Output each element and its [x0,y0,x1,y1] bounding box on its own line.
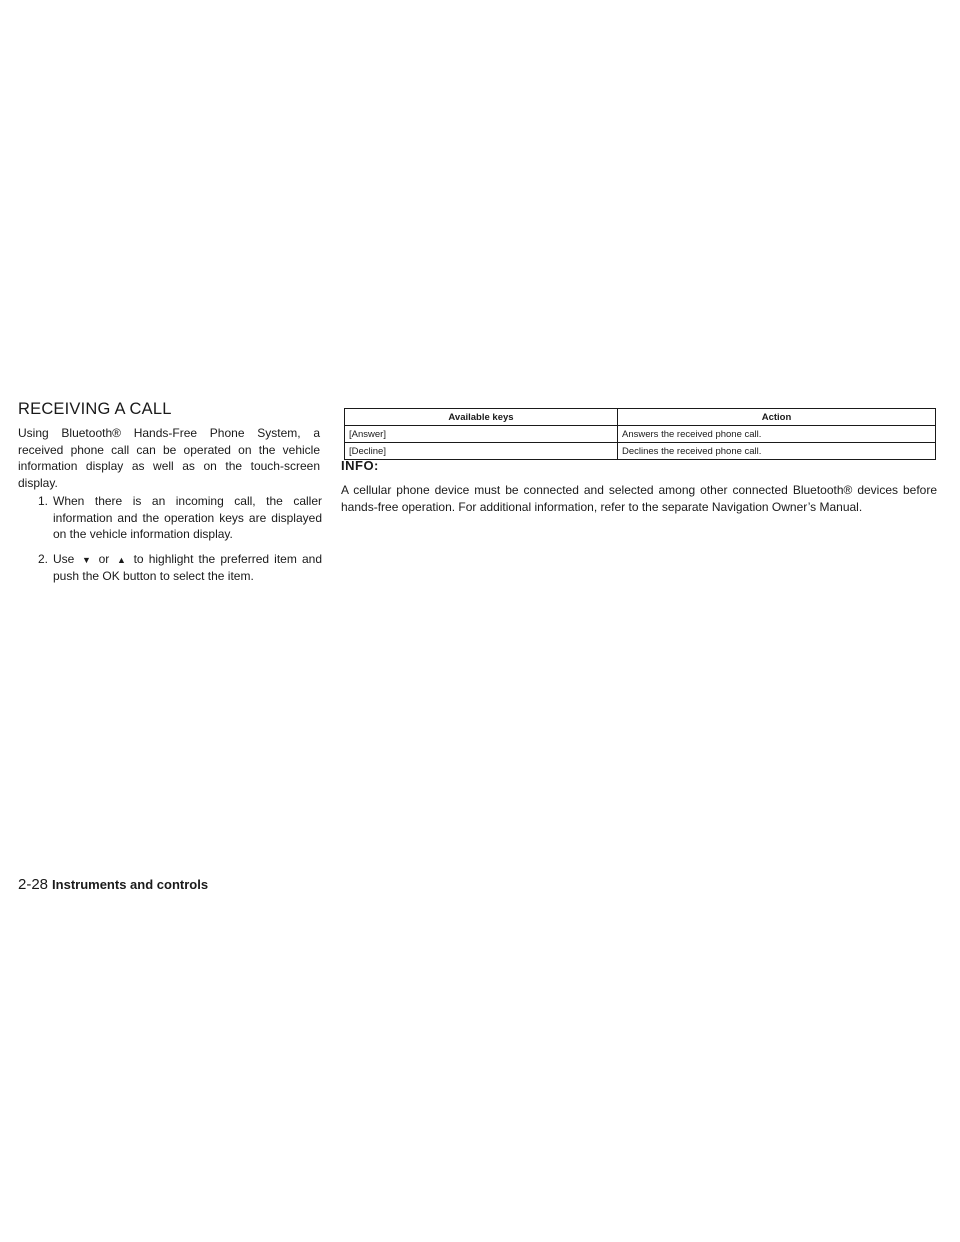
step-item [18,493,322,543]
step-suffix: to highlight the preferred item and push the OK button to select the item. [53,551,322,583]
steps-list [18,493,322,593]
step-number: 2. [37,551,48,566]
step-number: 1. [37,494,48,508]
step-text: When there is an incoming call, the caller information and the operation keys are displayed on the vehicle information display. [53,494,322,541]
table-header-row [345,409,936,426]
step-body [53,551,322,585]
step-connector: or [98,551,110,566]
page-footer [18,876,208,893]
arrow-down-icon: ▼ [82,554,91,565]
page-number: 2-28 [18,876,49,893]
table-cell-action: Answers the received phone call. [618,426,936,443]
footer-section-name: Instruments and controls [52,877,209,892]
column-header-action: Action [618,409,936,426]
section-heading: RECEIVING A CALL [18,400,172,418]
column-header-keys: Available keys [345,409,618,426]
info-text: A cellular phone device must be connected and selected among other connected Bluetooth® devices before hands-free operation. For additional information, refer to the separate Navigation Owner’s Manual. [341,483,937,514]
arrow-up-icon: ▲ [116,554,126,565]
step-prefix: Use [53,551,75,566]
table-cell-action: Declines the received phone call. [618,443,936,460]
step-item [18,551,322,585]
table-cell-key: [Decline] [345,443,618,460]
table-row [345,426,936,443]
table-row [345,443,936,460]
table-cell-key: [Answer] [345,426,618,443]
intro-paragraph: Using Bluetooth® Hands-Free Phone System, a received phone call can be operated on the vehicle information display as well as on the touch-screen display. [18,426,320,490]
info-title: INFO: [341,458,379,473]
available-keys-table [344,408,936,460]
